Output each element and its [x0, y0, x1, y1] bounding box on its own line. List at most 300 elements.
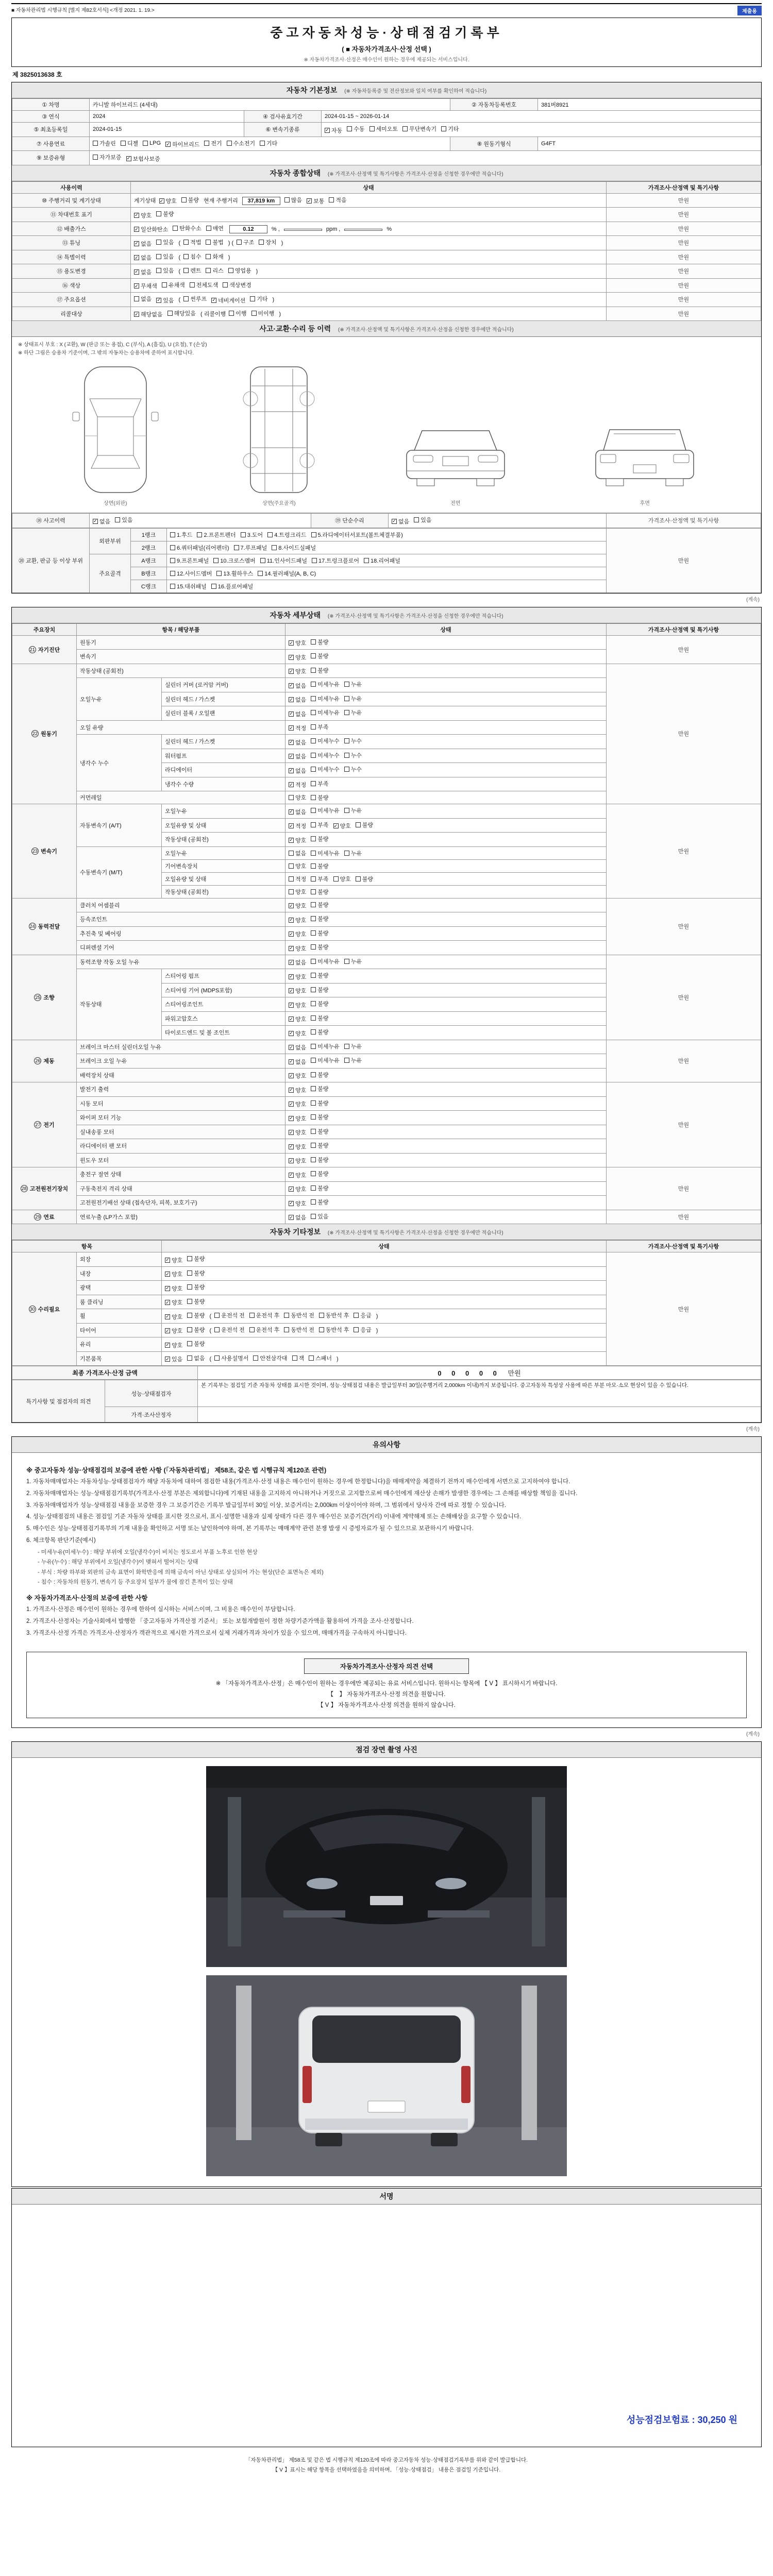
checkbox-unchecked[interactable]	[311, 779, 328, 788]
checkbox-checked[interactable]	[289, 1100, 306, 1108]
checkbox-unchecked[interactable]	[356, 821, 373, 829]
title-note: ※ 자동차가격조사·산정은 매수인이 원하는 경우에 제공되는 서비스입니다.	[304, 57, 469, 63]
checkbox-checked[interactable]	[165, 1284, 182, 1293]
checkbox-unchecked[interactable]	[311, 1170, 328, 1178]
checkbox-checked[interactable]	[289, 973, 306, 981]
checkbox-checked[interactable]	[165, 1256, 182, 1264]
checkbox-checked[interactable]	[289, 808, 306, 816]
checkbox-unchecked[interactable]	[356, 875, 373, 883]
checkbox-unchecked[interactable]	[311, 793, 328, 802]
checkbox-box-icon	[183, 268, 189, 273]
checkbox-unchecked[interactable]	[319, 1311, 349, 1319]
checkbox-label: 누유	[350, 958, 362, 965]
checkbox-unchecked[interactable]	[227, 139, 256, 147]
checkbox-box-icon	[414, 517, 419, 522]
checkbox-checked[interactable]	[289, 836, 306, 844]
checkbox-unchecked[interactable]	[214, 1354, 248, 1362]
checkbox-box-icon: ✓	[289, 1144, 293, 1149]
checkbox-checked[interactable]	[289, 724, 306, 732]
checkbox-label: 불량	[194, 1327, 205, 1333]
checkbox-unchecked[interactable]	[272, 544, 316, 552]
overall-row	[12, 293, 761, 307]
overall-row	[12, 236, 761, 250]
checkbox-unchecked[interactable]	[241, 531, 263, 539]
checkbox-unchecked[interactable]	[319, 1326, 349, 1334]
checkbox-unchecked[interactable]	[267, 531, 306, 539]
checkbox-label: 없음	[194, 1355, 205, 1362]
checkbox-unchecked[interactable]	[156, 266, 174, 275]
checkbox-unchecked[interactable]	[216, 569, 253, 578]
checkbox-unchecked[interactable]	[162, 281, 185, 289]
checkbox-unchecked[interactable]	[311, 751, 340, 759]
device-label: 원동기	[41, 731, 57, 738]
checkbox-unchecked[interactable]	[311, 971, 328, 979]
checkbox-unchecked[interactable]	[173, 224, 201, 232]
table-row	[12, 123, 761, 137]
car-top-frame-icon	[230, 363, 328, 497]
checkbox-checked[interactable]	[134, 282, 157, 290]
checkbox-unchecked[interactable]	[170, 556, 209, 565]
table-header-row	[12, 623, 761, 635]
checkbox-unchecked[interactable]	[311, 708, 340, 717]
checkbox-unchecked[interactable]	[311, 694, 340, 703]
checkbox-checked[interactable]	[289, 1086, 306, 1094]
checkbox-checked[interactable]	[134, 240, 152, 248]
checkbox-unchecked[interactable]	[237, 238, 254, 246]
checkbox-checked[interactable]	[325, 126, 342, 134]
state-cell	[285, 1040, 607, 1054]
checkbox-label: 없음	[295, 683, 307, 689]
column-header: 상태	[285, 623, 607, 635]
checkbox-unchecked[interactable]	[187, 1255, 205, 1263]
checkbox-box-icon: ✓	[289, 837, 293, 842]
checkbox-unchecked[interactable]	[206, 252, 223, 261]
checkbox-checked[interactable]	[289, 958, 306, 967]
checkbox-checked[interactable]	[333, 822, 351, 830]
item-cell: 배력장치 상태	[77, 1068, 285, 1082]
checkbox-box-icon: ✓	[135, 226, 139, 232]
checkbox-unchecked[interactable]	[93, 153, 122, 161]
checkbox-unchecked[interactable]	[211, 582, 253, 590]
checkbox-checked[interactable]	[289, 944, 306, 953]
checkbox-unchecked[interactable]	[311, 806, 340, 815]
checkbox-checked[interactable]	[289, 822, 306, 830]
checkbox-unchecked[interactable]	[347, 125, 364, 133]
checkbox-checked[interactable]	[165, 1355, 182, 1363]
checkbox-checked[interactable]	[126, 155, 160, 163]
checkbox-checked[interactable]	[289, 738, 306, 747]
state-cell	[285, 1111, 607, 1125]
row-label: ⑫ 배출가스	[12, 222, 131, 236]
checkbox-unchecked[interactable]	[284, 196, 302, 204]
table-header-row	[12, 181, 761, 193]
checkbox-unchecked[interactable]	[311, 957, 340, 965]
footer-notes	[11, 2455, 762, 2475]
detail-row	[12, 955, 761, 969]
row-label: ⑯ 색상	[12, 278, 131, 293]
table-row	[12, 151, 761, 165]
checkbox-unchecked[interactable]	[190, 281, 219, 289]
checkbox-unchecked[interactable]	[156, 238, 174, 246]
checkbox-checked[interactable]	[289, 1114, 306, 1123]
checkbox-checked[interactable]	[289, 987, 306, 995]
item-cell: 광택	[77, 1281, 162, 1295]
checkbox-unchecked[interactable]	[344, 751, 362, 759]
checkbox-unchecked[interactable]	[228, 266, 251, 275]
checkbox-checked[interactable]	[289, 653, 306, 662]
checkbox-label: 색상변경	[229, 282, 251, 289]
checkbox-unchecked[interactable]	[312, 556, 359, 565]
inspector-opinion-table	[12, 1380, 761, 1422]
checkbox-box-icon	[190, 282, 195, 287]
checkbox-box-icon	[319, 1327, 324, 1332]
checkbox-label: 적정	[295, 876, 307, 883]
checkbox-checked[interactable]	[93, 517, 110, 526]
checkbox-box-icon: ✓	[333, 823, 338, 828]
checkbox-unchecked[interactable]	[121, 139, 138, 147]
checkbox-unchecked[interactable]	[251, 309, 275, 317]
checkbox-unchecked[interactable]	[253, 1354, 287, 1362]
checkbox-checked[interactable]	[289, 667, 306, 675]
checkbox-unchecked[interactable]	[258, 569, 316, 578]
price-cell: 만원	[607, 1082, 761, 1167]
checkbox-unchecked[interactable]	[311, 1084, 328, 1093]
checkbox-checked[interactable]	[134, 211, 152, 219]
checkbox-label: 양호	[295, 669, 307, 675]
checkbox-unchecked[interactable]	[170, 531, 192, 539]
checkbox-box-icon	[354, 1327, 359, 1332]
checkbox-unchecked[interactable]	[311, 723, 328, 731]
checkbox-checked[interactable]	[134, 310, 163, 318]
checkbox-unchecked[interactable]	[344, 737, 362, 745]
checkbox-unchecked[interactable]	[156, 252, 174, 261]
price-cell: 만원	[607, 898, 761, 955]
checkbox-unchecked[interactable]	[311, 849, 340, 857]
checkbox-checked[interactable]	[289, 1043, 306, 1052]
checkbox-unchecked[interactable]	[213, 556, 255, 565]
checkbox-box-icon: ✓	[289, 1129, 293, 1135]
checkbox-checked[interactable]	[289, 710, 306, 718]
checkbox-unchecked[interactable]	[289, 849, 306, 857]
checkbox-box-icon	[206, 240, 211, 245]
checkbox-box-icon	[311, 696, 316, 701]
checkbox-label: 16.플로어패널	[217, 583, 254, 590]
checkbox-checked[interactable]	[307, 197, 324, 205]
state-cell	[285, 1139, 607, 1154]
final-price-label: 최종 가격조사·산정 금액	[12, 1366, 198, 1380]
checkbox-checked[interactable]	[134, 253, 152, 262]
checkbox-unchecked[interactable]	[181, 196, 199, 204]
checkbox-checked[interactable]	[289, 1058, 306, 1066]
checkbox-unchecked[interactable]	[249, 1311, 280, 1319]
item-cell: 변속기	[77, 650, 285, 664]
checkbox-unchecked[interactable]	[311, 680, 340, 688]
checkbox-unchecked[interactable]	[344, 694, 362, 703]
checkbox-unchecked[interactable]	[183, 295, 207, 303]
checkbox-unchecked[interactable]	[250, 295, 267, 303]
checkbox-unchecked[interactable]	[311, 1212, 328, 1221]
checkbox-unchecked[interactable]	[311, 1014, 328, 1022]
checkbox-checked[interactable]	[156, 296, 174, 304]
checkbox-box-icon	[170, 545, 175, 550]
price-survey-select-title: 자동차가격조사·산정자 의견 선택	[304, 1658, 469, 1674]
checkbox-unchecked[interactable]	[259, 238, 276, 246]
checkbox-label: 유채색	[168, 282, 185, 289]
checkbox-unchecked[interactable]	[187, 1354, 205, 1362]
checkbox-unchecked[interactable]	[156, 210, 174, 218]
checkbox-checked[interactable]	[134, 225, 168, 233]
checkbox-unchecked[interactable]	[354, 1326, 371, 1334]
checkbox-checked[interactable]	[289, 752, 306, 760]
continued-marker: (계속)	[746, 1427, 760, 1432]
checkbox-unchecked[interactable]	[311, 914, 328, 923]
signature-area[interactable]	[12, 2205, 761, 2447]
column-header: 가격조사·산정액 및 특기사항	[607, 181, 761, 193]
checkbox-unchecked[interactable]	[311, 1028, 328, 1036]
checkbox-box-icon	[162, 282, 167, 287]
checkbox-label: 적정	[295, 725, 307, 732]
state-text: (	[209, 1313, 212, 1319]
checkbox-checked[interactable]	[165, 1327, 182, 1335]
checkbox-unchecked[interactable]	[311, 1127, 328, 1136]
checkbox-unchecked[interactable]	[311, 821, 328, 829]
checkbox-checked[interactable]	[289, 781, 306, 789]
checkbox-checked[interactable]	[289, 902, 306, 910]
checkbox-unchecked[interactable]	[311, 1113, 328, 1121]
checkbox-label: 썬루프	[190, 296, 207, 302]
diagram-caption: 후면	[640, 501, 650, 506]
checkbox-label: 네비게이션	[218, 297, 246, 304]
price-cell: 만원	[607, 804, 761, 899]
checkbox-unchecked[interactable]	[311, 1099, 328, 1107]
checkbox-unchecked[interactable]	[311, 875, 328, 883]
checkbox-unchecked[interactable]	[309, 1354, 332, 1362]
checkbox-unchecked[interactable]	[214, 1326, 245, 1334]
checkbox-label: 8.사이드실패널	[278, 545, 316, 551]
checkbox-checked[interactable]	[211, 296, 245, 304]
checkbox-label: 없음	[295, 754, 307, 760]
checkbox-checked[interactable]	[289, 1213, 306, 1222]
field-label: ④ 검사유효기간	[244, 111, 322, 123]
checkbox-unchecked[interactable]	[311, 1056, 340, 1064]
checkbox-checked[interactable]	[289, 767, 306, 775]
checkbox-box-icon: ✓	[289, 1087, 293, 1092]
checkbox-unchecked[interactable]	[93, 139, 116, 147]
checkbox-unchecked[interactable]	[329, 196, 346, 204]
checkbox-unchecked[interactable]	[289, 875, 306, 883]
checkbox-unchecked[interactable]	[249, 1326, 280, 1334]
checkbox-label: 구조	[243, 240, 255, 246]
checkbox-unchecked[interactable]	[311, 986, 328, 994]
checkbox-label: 불량	[317, 902, 329, 908]
checkbox-unchecked[interactable]	[344, 849, 362, 857]
checkbox-unchecked[interactable]	[414, 516, 431, 524]
checkbox-unchecked[interactable]	[333, 875, 351, 883]
checkbox-unchecked[interactable]	[311, 1071, 328, 1079]
checkbox-unchecked[interactable]	[187, 1311, 205, 1319]
checkbox-unchecked[interactable]	[354, 1311, 371, 1319]
checkbox-unchecked[interactable]	[187, 1340, 205, 1348]
checkbox-unchecked[interactable]	[206, 266, 223, 275]
checkbox-unchecked[interactable]	[134, 295, 152, 303]
checkbox-box-icon	[344, 808, 349, 813]
checkbox-unchecked[interactable]	[223, 281, 251, 289]
checkbox-unchecked[interactable]	[187, 1297, 205, 1306]
checkbox-unchecked[interactable]	[311, 737, 340, 745]
checkbox-unchecked[interactable]	[311, 1042, 340, 1050]
overall-row	[12, 264, 761, 279]
checkbox-unchecked[interactable]	[311, 888, 328, 896]
checkbox-unchecked[interactable]	[344, 1056, 362, 1064]
checkbox-checked[interactable]	[159, 197, 177, 205]
checkbox-unchecked[interactable]	[115, 516, 132, 524]
checkbox-unchecked[interactable]	[292, 1354, 305, 1362]
checkbox-unchecked[interactable]	[260, 556, 307, 565]
checkbox-label: 있음	[172, 1357, 183, 1363]
checkbox-checked[interactable]	[289, 1185, 306, 1193]
checkbox-unchecked[interactable]	[364, 556, 400, 565]
checkbox-unchecked[interactable]	[289, 888, 306, 896]
checkbox-unchecked[interactable]	[284, 1326, 314, 1334]
checkbox-checked[interactable]	[165, 140, 199, 148]
checkbox-box-icon	[93, 141, 98, 146]
checkbox-unchecked[interactable]	[214, 1311, 245, 1319]
checkbox-unchecked[interactable]	[311, 1198, 328, 1206]
circled-number: 25	[35, 994, 41, 1000]
checkbox-unchecked[interactable]	[311, 862, 328, 870]
checkbox-unchecked[interactable]	[311, 1141, 328, 1149]
item-cell: 작동상태 (공회전)	[77, 664, 285, 678]
checkbox-unchecked[interactable]	[170, 582, 207, 590]
checkbox-checked[interactable]	[289, 1143, 306, 1151]
checkbox-checked[interactable]	[289, 1199, 306, 1208]
checkbox-box-icon	[187, 1355, 192, 1361]
checkbox-checked[interactable]	[289, 916, 306, 924]
checkbox-label: 양호	[141, 212, 152, 219]
checkbox-unchecked[interactable]	[284, 1311, 314, 1319]
checkbox-checked[interactable]	[289, 696, 306, 704]
checkbox-unchecked[interactable]	[187, 1269, 205, 1277]
checkbox-checked[interactable]	[289, 930, 306, 938]
section-header-detail	[12, 607, 761, 623]
state-text: ppm ,	[326, 226, 341, 232]
checkbox-checked[interactable]	[165, 1270, 182, 1278]
checkbox-label: 불량	[362, 876, 374, 883]
checkbox-unchecked[interactable]	[260, 139, 277, 147]
detail-row	[12, 804, 761, 819]
checkbox-box-icon	[170, 532, 175, 537]
checkbox-box-icon	[223, 282, 228, 287]
checkbox-checked[interactable]	[134, 268, 152, 276]
checkbox-unchecked[interactable]	[206, 224, 224, 232]
checkbox-label: 미세누유	[317, 1058, 340, 1064]
checkbox-unchecked[interactable]	[344, 680, 362, 688]
checkbox-unchecked[interactable]	[229, 309, 246, 317]
checkbox-unchecked[interactable]	[344, 765, 362, 773]
checkbox-unchecked[interactable]	[206, 238, 223, 246]
checkbox-unchecked[interactable]	[197, 531, 236, 539]
item-cell: 라디에이터 팬 모터	[77, 1139, 285, 1154]
checkbox-unchecked[interactable]	[183, 266, 201, 275]
checkbox-box-icon	[312, 558, 317, 563]
checkbox-unchecked[interactable]	[187, 1326, 205, 1334]
checkbox-unchecked[interactable]	[311, 765, 340, 773]
checkbox-unchecked[interactable]	[311, 638, 328, 646]
checkbox-box-icon: ✓	[135, 212, 139, 217]
checkbox-checked[interactable]	[289, 1157, 306, 1165]
price-survey-option[interactable]: 【 】 자동차가격조사·산정 의견을 원합니다.	[327, 1691, 446, 1698]
checkbox-unchecked[interactable]	[311, 901, 328, 909]
row-label: ⑮ 용도변경	[12, 264, 131, 279]
checkbox-unchecked[interactable]	[204, 139, 222, 147]
state-text: 현재 주행거리	[204, 197, 238, 204]
item-cell: 오일 유량	[77, 720, 285, 735]
checkbox-unchecked[interactable]	[402, 125, 436, 133]
checkbox-unchecked[interactable]	[441, 125, 459, 133]
checkbox-checked[interactable]	[289, 1001, 306, 1009]
checkbox-unchecked[interactable]	[311, 1184, 328, 1192]
checkbox-checked[interactable]	[289, 1072, 306, 1080]
checkbox-checked[interactable]	[289, 1128, 306, 1137]
checkbox-checked[interactable]	[289, 1015, 306, 1023]
checkbox-checked[interactable]	[165, 1341, 182, 1349]
checkbox-checked[interactable]	[165, 1298, 182, 1307]
checkbox-unchecked[interactable]	[183, 238, 201, 246]
checkbox-label: 2.프론트펜더	[204, 532, 236, 538]
checkbox-unchecked[interactable]	[344, 1042, 362, 1050]
price-survey-option[interactable]: 【 V 】 자동차가격조사·산정 의견을 원하지 않습니다.	[317, 1702, 456, 1709]
checkbox-unchecked[interactable]	[311, 929, 328, 937]
checkbox-unchecked[interactable]	[170, 544, 229, 552]
checkbox-unchecked[interactable]	[311, 999, 328, 1008]
checkbox-unchecked[interactable]	[344, 806, 362, 815]
checkbox-label: 불량	[317, 1072, 329, 1078]
checkbox-checked[interactable]	[289, 682, 306, 690]
checkbox-box-icon	[311, 724, 316, 730]
checkbox-checked[interactable]	[289, 1029, 306, 1038]
checkbox-unchecked[interactable]	[344, 708, 362, 717]
checkbox-box-icon: ✓	[289, 1186, 293, 1192]
checkbox-unchecked[interactable]	[369, 125, 398, 133]
checkbox-box-icon: ✓	[289, 931, 293, 937]
checkbox-checked[interactable]	[289, 1171, 306, 1179]
checkbox-unchecked[interactable]	[311, 531, 403, 539]
item-cell: 구동축전지 격리 상태	[77, 1181, 285, 1196]
notice-item: - 침수 : 자동차의 원동기, 변속기 등 주요장치 일부가 물에 잠긴 흔적이 있는 상태	[38, 1579, 233, 1586]
checkbox-checked[interactable]	[165, 1313, 182, 1321]
checkbox-label: 없음	[141, 269, 152, 276]
checkbox-unchecked[interactable]	[143, 140, 161, 146]
checkbox-unchecked[interactable]	[311, 1156, 328, 1164]
checkbox-checked[interactable]	[392, 517, 409, 526]
checkbox-label: LPG	[149, 140, 161, 146]
checkbox-unchecked[interactable]	[311, 652, 328, 660]
checkbox-unchecked[interactable]	[344, 957, 362, 965]
checkbox-unchecked[interactable]	[289, 793, 306, 802]
checkbox-unchecked[interactable]	[187, 1283, 205, 1291]
checkbox-unchecked[interactable]	[289, 862, 306, 870]
checkbox-unchecked[interactable]	[167, 309, 196, 317]
checkbox-unchecked[interactable]	[311, 943, 328, 951]
checkbox-unchecked[interactable]	[183, 252, 201, 261]
rank-name: C랭크	[131, 580, 167, 592]
checkbox-box-icon	[170, 584, 175, 589]
checkbox-unchecked[interactable]	[234, 544, 267, 552]
checkbox-unchecked[interactable]	[170, 569, 212, 578]
checkbox-unchecked[interactable]	[311, 835, 328, 843]
checkbox-unchecked[interactable]	[311, 666, 328, 674]
checkbox-checked[interactable]	[289, 639, 306, 647]
